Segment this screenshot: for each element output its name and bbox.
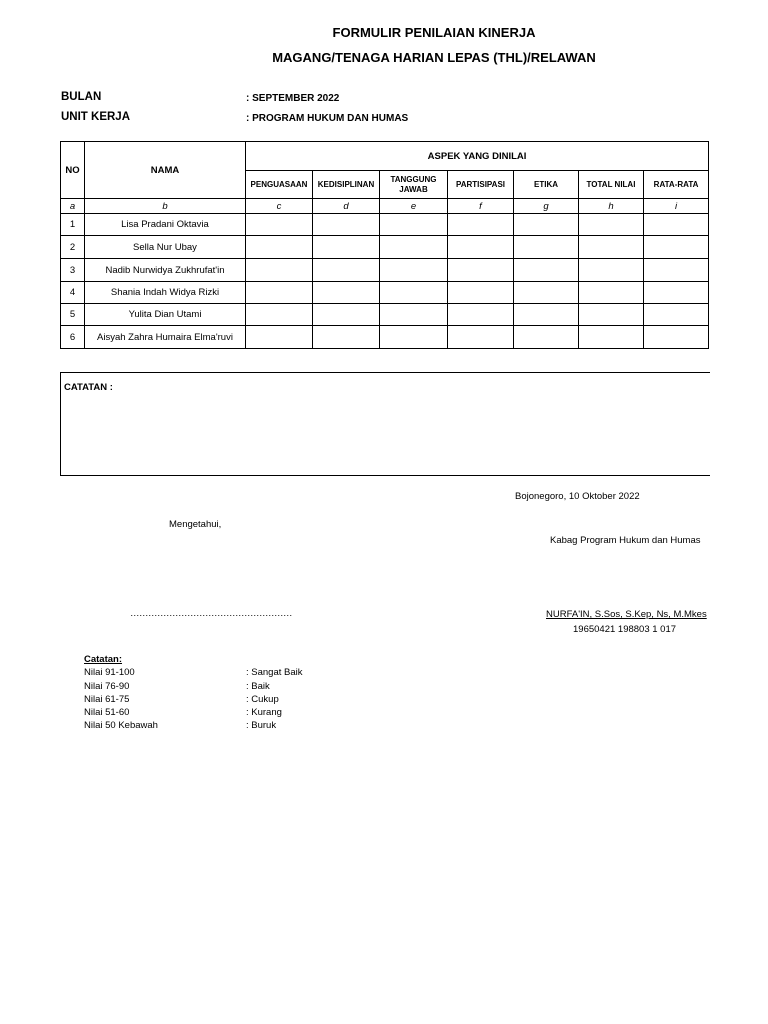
score-cell[interactable] xyxy=(380,259,448,282)
score-cell[interactable] xyxy=(246,236,313,259)
score-cell[interactable] xyxy=(380,326,448,349)
table-row xyxy=(61,259,709,282)
score-cell[interactable] xyxy=(514,326,579,349)
score-cell[interactable] xyxy=(246,304,313,326)
legend-desc: : Cukup xyxy=(246,693,279,705)
aspect-penguasaan: PENGUASAAN xyxy=(246,171,313,199)
score-cell[interactable] xyxy=(380,214,448,236)
row-no: 5 xyxy=(61,304,85,326)
letter-cell: g xyxy=(514,199,579,214)
form-title: FORMULIR PENILAIAN KINERJA xyxy=(332,25,536,40)
score-cell[interactable] xyxy=(579,304,644,326)
score-cell[interactable] xyxy=(644,304,709,326)
signer-nip: 19650421 198803 1 017 xyxy=(573,624,677,635)
letter-cell: e xyxy=(380,199,448,214)
score-cell[interactable] xyxy=(644,326,709,349)
assessment-table xyxy=(60,141,709,349)
aspect-etika: ETIKA xyxy=(514,171,579,199)
legend-title: Catatan: xyxy=(84,654,123,665)
aspek-header: ASPEK YANG DINILAI xyxy=(246,142,709,171)
score-cell[interactable] xyxy=(579,259,644,282)
score-cell[interactable] xyxy=(313,214,380,236)
score-cell[interactable] xyxy=(380,282,448,304)
signature-blank-line: ……………………………………………… xyxy=(130,608,292,619)
legend-item xyxy=(84,680,303,693)
legend-desc: : Buruk xyxy=(246,720,277,732)
notes-label: CATATAN : xyxy=(64,382,113,393)
score-cell[interactable] xyxy=(246,282,313,304)
legend-item xyxy=(84,693,303,706)
score-cell[interactable] xyxy=(448,304,514,326)
row-no: 6 xyxy=(61,326,85,349)
aspect-tanggung-jawab: TANGGUNG JAWAB xyxy=(380,171,448,199)
table-row xyxy=(61,304,709,326)
score-cell[interactable] xyxy=(514,214,579,236)
score-cell[interactable] xyxy=(313,326,380,349)
score-cell[interactable] xyxy=(579,282,644,304)
place-date: Bojonegoro, 10 Oktober 2022 xyxy=(515,491,640,502)
score-cell[interactable] xyxy=(514,282,579,304)
letter-cell: f xyxy=(448,199,514,214)
score-cell[interactable] xyxy=(579,236,644,259)
unit-kerja-label: UNIT KERJA xyxy=(61,111,131,123)
score-cell[interactable] xyxy=(448,214,514,236)
score-cell[interactable] xyxy=(579,214,644,236)
notes-box[interactable] xyxy=(60,372,710,476)
table-row xyxy=(61,236,709,259)
legend-range: Nilai 76-90 xyxy=(84,680,130,692)
legend-item xyxy=(84,719,303,732)
score-cell[interactable] xyxy=(514,259,579,282)
table-row xyxy=(61,282,709,304)
aspect-rata-rata: RATA-RATA xyxy=(644,171,709,199)
score-cell[interactable] xyxy=(313,304,380,326)
col-nama-header: NAMA xyxy=(85,142,246,199)
score-cell[interactable] xyxy=(644,282,709,304)
score-cell[interactable] xyxy=(448,326,514,349)
score-cell[interactable] xyxy=(448,259,514,282)
form-subtitle: MAGANG/TENAGA HARIAN LEPAS (THL)/RELAWAN xyxy=(272,50,596,65)
score-cell[interactable] xyxy=(246,214,313,236)
legend-item xyxy=(84,666,303,679)
score-cell[interactable] xyxy=(514,236,579,259)
row-nama: Aisyah Zahra Humaira Elma'ruvi xyxy=(85,326,246,349)
score-cell[interactable] xyxy=(514,304,579,326)
letter-cell: b xyxy=(85,199,246,214)
signer-position: Kabag Program Hukum dan Humas xyxy=(550,535,701,546)
aspect-kedisiplinan: KEDISIPLINAN xyxy=(313,171,380,199)
letter-cell: a xyxy=(61,199,85,214)
letter-cell: h xyxy=(579,199,644,214)
row-nama: Lisa Pradani Oktavia xyxy=(85,214,246,236)
legend xyxy=(84,653,303,733)
signer-name: NURFA'IN, S.Sos, S.Kep, Ns, M.Mkes xyxy=(546,609,707,620)
score-cell[interactable] xyxy=(579,326,644,349)
score-cell[interactable] xyxy=(380,236,448,259)
row-nama: Yulita Dian Utami xyxy=(85,304,246,326)
score-cell[interactable] xyxy=(448,282,514,304)
row-nama: Shania Indah Widya Rizki xyxy=(85,282,246,304)
bulan-label: BULAN xyxy=(61,91,102,103)
table-row xyxy=(61,214,709,236)
score-cell[interactable] xyxy=(313,259,380,282)
letter-cell: c xyxy=(246,199,313,214)
legend-range: Nilai 61-75 xyxy=(84,693,130,705)
row-nama: Nadib Nurwidya Zukhrufat'in xyxy=(85,259,246,282)
bulan-value: : SEPTEMBER 2022 xyxy=(246,93,340,104)
legend-range: Nilai 51-60 xyxy=(84,707,130,719)
legend-item xyxy=(84,706,303,719)
col-no-header: NO xyxy=(61,142,85,199)
letter-cell: d xyxy=(313,199,380,214)
legend-desc: : Sangat Baik xyxy=(246,667,303,679)
score-cell[interactable] xyxy=(644,214,709,236)
row-no: 1 xyxy=(61,214,85,236)
legend-range: Nilai 91-100 xyxy=(84,667,135,679)
legend-desc: : Kurang xyxy=(246,707,282,719)
score-cell[interactable] xyxy=(246,259,313,282)
table-row xyxy=(61,326,709,349)
score-cell[interactable] xyxy=(380,304,448,326)
row-no: 3 xyxy=(61,259,85,282)
mengetahui-label: Mengetahui, xyxy=(169,519,222,530)
legend-desc: : Baik xyxy=(246,680,270,692)
row-nama: Sella Nur Ubay xyxy=(85,236,246,259)
row-no: 2 xyxy=(61,236,85,259)
score-cell[interactable] xyxy=(644,236,709,259)
score-cell[interactable] xyxy=(246,326,313,349)
aspect-total-nilai: TOTAL NILAI xyxy=(579,171,644,199)
legend-range: Nilai 50 Kebawah xyxy=(84,720,158,732)
letter-cell: i xyxy=(644,199,709,214)
score-cell[interactable] xyxy=(448,236,514,259)
unit-kerja-value: : PROGRAM HUKUM DAN HUMAS xyxy=(246,113,409,124)
aspect-partisipasi: PARTISIPASI xyxy=(448,171,514,199)
score-cell[interactable] xyxy=(313,282,380,304)
score-cell[interactable] xyxy=(313,236,380,259)
row-no: 4 xyxy=(61,282,85,304)
score-cell[interactable] xyxy=(644,259,709,282)
